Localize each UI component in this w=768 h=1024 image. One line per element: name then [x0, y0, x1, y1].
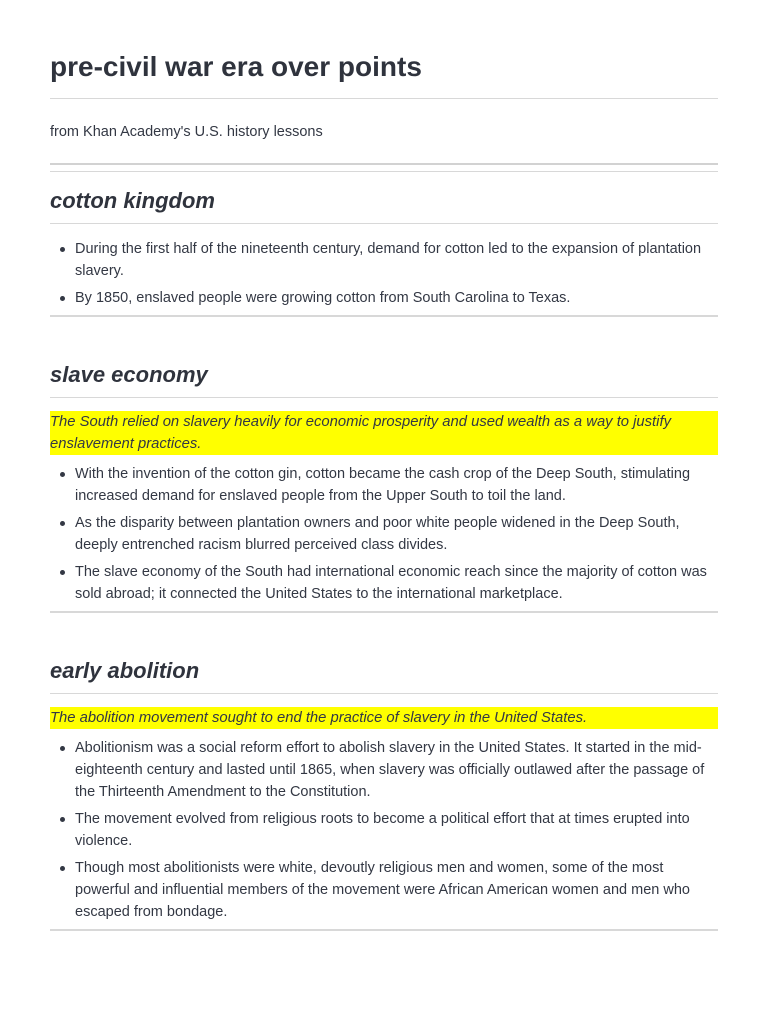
section-heading: slave economy [50, 362, 208, 387]
list-item-text: As the disparity between plantation owners and poor white people widened in the Deep South, deeply entrenched racism blurred perceived class divides. [75, 515, 680, 553]
section-end-divider [50, 315, 718, 317]
list-item-text: Though most abolitionists were white, devoutly religious men and women, some of the most powerful and influential members of the movement were African American women and men who escaped from bondage. [75, 860, 690, 920]
section-slave-economy [50, 361, 718, 613]
bullet-list [50, 238, 718, 309]
section-heading: cotton kingdom [50, 188, 215, 213]
bullet-icon [60, 472, 65, 477]
section-end-divider [50, 611, 718, 613]
bullet-icon [60, 247, 65, 252]
bullet-icon [60, 521, 65, 526]
list-item [50, 287, 718, 309]
section-heading-divider [50, 397, 718, 398]
section-early-abolition [50, 657, 718, 931]
list-item [50, 463, 718, 507]
list-item [50, 561, 718, 605]
bullet-icon [60, 866, 65, 871]
list-item [50, 808, 718, 852]
list-item-text: With the invention of the cotton gin, cotton became the cash crop of the Deep South, stimulating increased demand for enslaved people from the Upper South to toil the land. [75, 466, 691, 504]
section-end-divider [50, 929, 718, 931]
highlighted-summary: The abolition movement sought to end the practice of slavery in the United States. [50, 707, 718, 729]
highlighted-summary: The South relied on slavery heavily for economic prosperity and used wealth as a way to justify enslavement practices. [50, 411, 718, 455]
section-heading-divider [50, 693, 718, 694]
list-item [50, 512, 718, 556]
list-item-text: The movement evolved from religious roots to become a political effort that at times erupted into violence. [75, 811, 690, 849]
list-item [50, 238, 718, 282]
bullet-icon [60, 570, 65, 575]
list-item-text: Abolitionism was a social reform effort to abolish slavery in the United States. It started in the mid-eighteenth century and lasted until 1865, when slavery was officially outlawed after the passage of the Thirteenth Amendment to the Constitution. [75, 740, 705, 800]
list-item [50, 737, 718, 803]
bullet-icon [60, 817, 65, 822]
list-item [50, 857, 718, 923]
section-cotton-kingdom [50, 187, 718, 317]
section-heading-divider [50, 223, 718, 224]
document-page [50, 0, 718, 931]
bullet-list [50, 737, 718, 923]
page-title: pre-civil war era over points [50, 51, 422, 82]
list-item-text: During the first half of the nineteenth century, demand for cotton led to the expansion of plantation slavery. [75, 241, 702, 279]
document-subtitle: from Khan Academy's U.S. history lessons [50, 124, 323, 140]
bullet-list [50, 463, 718, 605]
header-double-divider [50, 163, 718, 172]
sections-container [50, 187, 718, 931]
list-item-text: By 1850, enslaved people were growing cotton from South Carolina to Texas. [75, 290, 571, 306]
section-heading: early abolition [50, 658, 200, 683]
bullet-icon [60, 746, 65, 751]
list-item-text: The slave economy of the South had international economic reach since the majority of cotton was sold abroad; it connected the United States to the international marketplace. [75, 564, 707, 602]
bullet-icon [60, 296, 65, 301]
